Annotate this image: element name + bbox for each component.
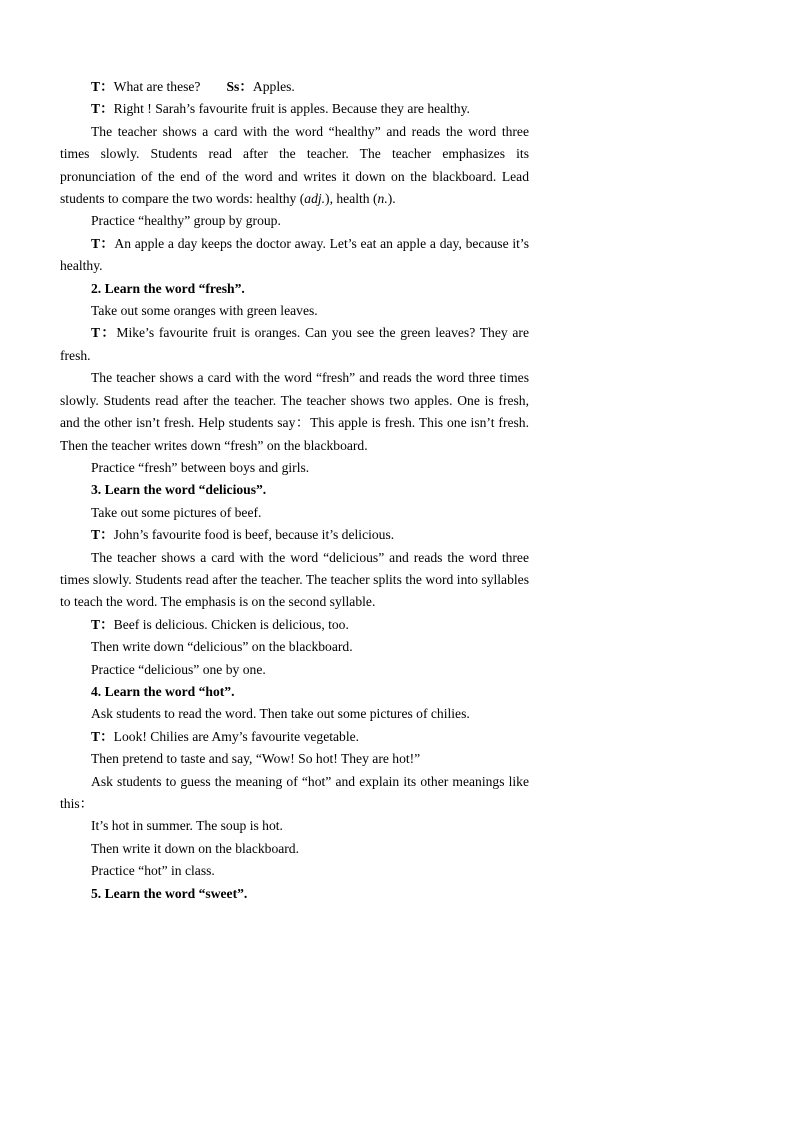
part-of-speech: adj. <box>304 191 326 207</box>
dialogue-line <box>60 726 529 748</box>
dialogue-text: An apple a day keeps the doctor away. Let’s eat an apple a day, because it’s healthy. <box>60 235 529 274</box>
paragraph: Ask students to guess the meaning of “hot” and explain its other meanings like this： <box>60 773 529 811</box>
paragraph <box>60 121 529 211</box>
speaker-label: T： <box>91 728 114 744</box>
paragraph: It’s hot in summer. The soup is hot. <box>91 818 283 834</box>
speaker-label: T： <box>91 325 117 341</box>
speaker-label: T： <box>91 235 115 251</box>
speaker-label: T： <box>91 79 114 94</box>
section-heading <box>60 681 529 703</box>
section-heading-text: 2. Learn the word “fresh”. <box>91 280 245 296</box>
dialogue-line <box>60 76 529 98</box>
part-of-speech: n. <box>377 191 388 207</box>
paragraph-text: ). <box>387 191 396 207</box>
section-heading <box>60 883 529 905</box>
dialogue-line <box>60 233 529 278</box>
speaker-label: Ss： <box>226 79 253 94</box>
paragraph-text: ), health ( <box>325 191 378 207</box>
paragraph: Practice “hot” in class. <box>91 863 215 879</box>
dialogue-text: What are these? <box>113 79 201 94</box>
document-page <box>60 76 529 905</box>
paragraph: Ask students to read the word. Then take out some pictures of chilies. <box>91 706 470 722</box>
paragraph: The teacher shows a card with the word “fresh” and reads the word three times slowly. Students read after the teacher. The teacher shows two apples. One is fresh, and the other isn’t fresh. Help students say：This apple is fresh. This one isn’t fresh. Then the teacher writes down “fresh” on the blackboard. <box>60 370 529 453</box>
paragraph: Practice “delicious” one by one. <box>91 661 266 677</box>
section-heading <box>60 479 529 501</box>
dialogue-line <box>60 322 529 367</box>
dialogue-line <box>60 524 529 546</box>
dialogue-line <box>60 614 529 636</box>
paragraph: Practice “healthy” group by group. <box>91 213 281 229</box>
paragraph: Then pretend to taste and say, “Wow! So hot! They are hot!” <box>91 751 421 767</box>
section-heading-text: 5. Learn the word “sweet”. <box>91 885 248 901</box>
paragraph: Practice “fresh” between boys and girls. <box>91 459 310 475</box>
paragraph: Then write it down on the blackboard. <box>91 840 300 856</box>
paragraph-text: The teacher shows a card with the word “healthy” and reads the word three times slowly. Students read after the teacher. The teacher emphasizes its pronunciation of the end of the word and writes it down on the blackboard. Lead students to compare the two words: healthy ( <box>60 123 529 207</box>
section-heading-text: 4. Learn the word “hot”. <box>91 683 235 699</box>
dialogue-text: John’s favourite food is beef, because it’s delicious. <box>113 527 395 543</box>
speaker-label: T： <box>91 101 114 117</box>
section-heading <box>60 278 529 300</box>
dialogue-text: Look! Chilies are Amy’s favourite vegetable. <box>113 728 360 744</box>
speaker-label: T： <box>91 527 114 543</box>
paragraph: Take out some pictures of beef. <box>91 504 262 520</box>
dialogue-text: Beef is delicious. Chicken is delicious, too. <box>113 616 349 632</box>
dialogue-text: Right ! Sarah’s favourite fruit is apples. Because they are healthy. <box>113 101 470 117</box>
section-heading-text: 3. Learn the word “delicious”. <box>91 482 267 498</box>
dialogue-text: Mike’s favourite fruit is oranges. Can you see the green leaves? They are fresh. <box>60 325 529 363</box>
paragraph: Take out some oranges with green leaves. <box>91 303 318 319</box>
paragraph: The teacher shows a card with the word “delicious” and reads the word three times slowly. Students read after the teacher. The teacher splits the word into syllables to teach the word. The emphasis is on the second syllable. <box>60 549 529 610</box>
speaker-label: T： <box>91 616 114 632</box>
paragraph: Then write down “delicious” on the blackboard. <box>91 639 353 655</box>
dialogue-text: Apples. <box>252 79 295 94</box>
dialogue-line <box>60 98 529 120</box>
